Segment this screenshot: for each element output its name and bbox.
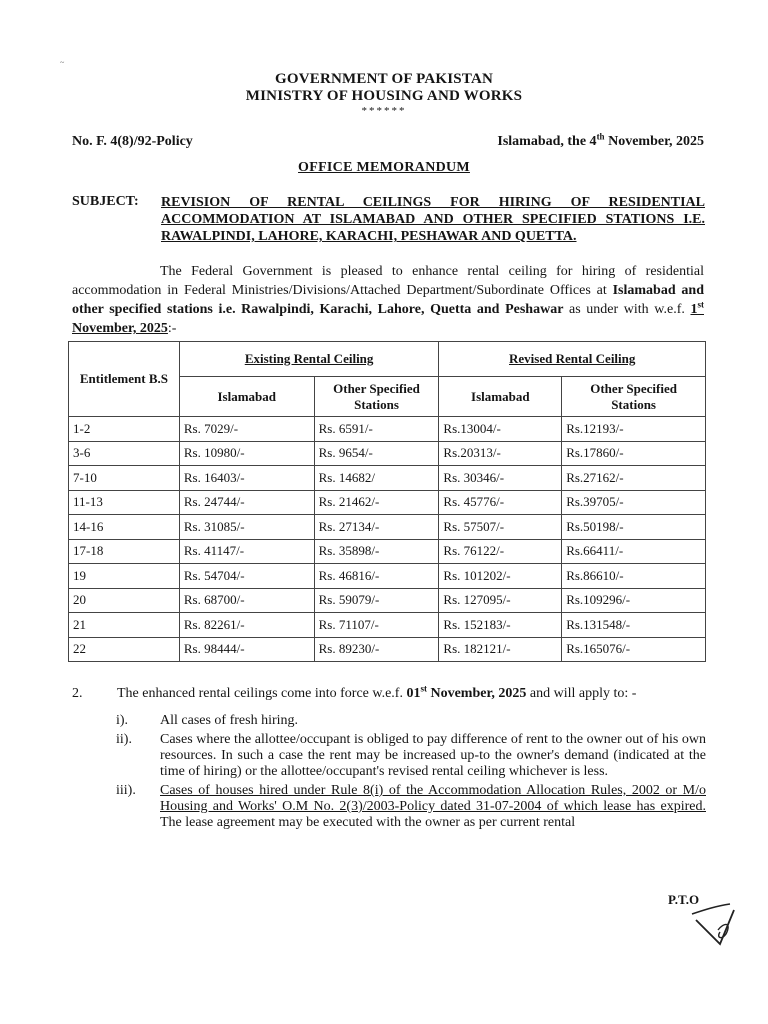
file-number: No. F. 4(8)/92-Policy xyxy=(72,134,193,149)
existing-islamabad-header: Islamabad xyxy=(179,377,314,417)
paragraph-1: The Federal Government is pleased to enhance rental ceiling for hiring of residential accommodation in Federal Ministries/Divisions/Attached Department/Subordinate Offices at Islamabad and other specified stations i.e. Rawalpindi, Karachi, Lahore, Quetta and Peshawar as under with w.e.f. 1st November, 2025:- xyxy=(72,264,705,336)
reference-row xyxy=(72,131,704,154)
stations-bold: Islamabad and other specified stations i.e. Rawalpindi, Karachi, Lahore, Quetta and Peshawar xyxy=(72,283,705,317)
pto-label: P.T.O xyxy=(668,892,700,907)
table-row: 14-16 Rs. 31085/- Rs. 27134/- Rs. 57507/- Rs.50198/- xyxy=(69,515,706,540)
table-row: 21 Rs. 82261/- Rs. 71107/- Rs. 152183/- Rs.131548/- xyxy=(69,613,706,638)
revised-islamabad-header: Islamabad xyxy=(439,377,562,417)
table-row: 3-6 Rs. 10980/- Rs. 9654/- Rs.20313/- Rs.17860/- xyxy=(69,441,706,466)
place-date: Islamabad, the 4th November, 2025 xyxy=(497,131,704,149)
rental-ceiling-table xyxy=(68,341,706,662)
list-item: i). All cases of fresh hiring. xyxy=(116,713,299,728)
initials-signature-icon xyxy=(690,900,738,948)
government-title: GOVERNMENT OF PAKISTAN xyxy=(274,71,494,87)
table-row: 17-18 Rs. 41147/- Rs. 35898/- Rs. 76122/- Rs.66411/- xyxy=(69,539,706,564)
revised-header: Revised Rental Ceiling xyxy=(439,342,706,377)
existing-other-header: Other Specified Stations xyxy=(314,377,439,417)
applicability-list xyxy=(116,713,706,834)
table-row: 11-13 Rs. 24744/- Rs. 21462/- Rs. 45776/- Rs.39705/- xyxy=(69,490,706,515)
table-row: 19 Rs. 54704/- Rs. 46816/- Rs. 101202/- Rs.86610/- xyxy=(69,564,706,589)
ministry-title: MINISTRY OF HOUSING AND WORKS xyxy=(245,88,523,104)
effective-date-2: 01st November, 2025 xyxy=(406,683,527,701)
memo-title: OFFICE MEMORANDUM xyxy=(298,160,470,175)
revised-other-header: Other Specified Stations xyxy=(562,377,706,417)
paragraph-number: 2. xyxy=(72,686,83,701)
scan-mark: ~ xyxy=(60,58,65,67)
table-row: 1-2 Rs. 7029/- Rs. 6591/- Rs.13004/- Rs.12193/- xyxy=(69,417,706,442)
effective-date: 1st November, 2025 xyxy=(72,299,704,336)
entitlement-header: Entitlement B.S xyxy=(69,342,180,417)
subject-label: SUBJECT: xyxy=(72,194,139,209)
table-row: 7-10 Rs. 16403/- Rs. 14682/ Rs. 30346/- Rs.27162/- xyxy=(69,466,706,491)
memorandum-page: ~ GOVERNMENT OF PAKISTAN MINISTRY OF HOUSING AND WORKS ****** No. F. 4(8)/92-Policy Islamabad, the 4th November, 2025 OFFICE MEMORANDUM SUBJECT: REVISION OF RENTAL CEILINGS FOR HIRING OF RESIDENTIAL ACCOMMODATION AT ISLAMABAD AND OTHER SPECIFIED STATIONS I.E. RAWALPINDI, LAHORE, KARACHI, PESHAWAR AND QUETTA. The Federal Government is pleased to enhance rental ceiling for hiring of residential accommodation in Federal Ministries/Divisions/Attached Department/Subordinate Offices at Islamabad and other specified stations i.e. Rawalpindi, Karachi, Lahore, Quetta and Peshawar as under with w.e.f. 1st November, 2025:- Entitlement B.S Existing Rental Ceiling Revised Rental Ceiling Islamabad Other Specified Stations Islamabad Other Specified Stations 1-2 Rs. 7029/- Rs. 6591/- Rs.13004/- Rs.12193/- 3-6 Rs. 10980/- Rs. 9654/- Rs.20313/- Rs.17860/- 7-10 Rs. 16403/- Rs. 14682/ Rs. 30346/- Rs.27162/- 11-13 Rs. 24744/- Rs. 21462/- Rs. 45776/- Rs.39705/- 14-16 Rs. 31085/- Rs. 27134/- Rs. 57507/- Rs.50198/- 17-18 Rs. 41147/- Rs. 35898/- Rs. 76122/- Rs.66411/- 19 Rs. 54704/- Rs. 46816/- Rs. 101202/- Rs.86610/- 20 Rs. 68700/- Rs. 59079/- Rs. 127095/- Rs.109296/- 21 Rs. 82261/- Rs. 71107/- Rs. 152183/- Rs.131548/- 22 Rs. 98444/- Rs. 89230/- Rs. 182121/- Rs.165076/- 2. The enhanced rental ceilings come into force w.e.f. 01st November, 2025 and will apply to: - i). All cases of fresh hiring. ii). Cases where the allottee/occupant is obliged to pay difference of rent to the owner out of his own resources. In such a case the rent may be increased up-to the owner's demand (indicated at the time of hiring) or the allottee/occupant's revised rental ceiling whichever is less. iii). Cases of houses hired under Rule 8(i) of the Accommodation Allocation Rules, 2002 or M/o Housing and Works' O.M No. 2(3)/2003-Policy dated 31-07-2004 of which lease has expired. The lease agreement may be executed with the owner as per current rental P.T.O xyxy=(0,0,768,1024)
table-row: 20 Rs. 68700/- Rs. 59079/- Rs. 127095/- Rs.109296/- xyxy=(69,588,706,613)
subject-text: REVISION OF RENTAL CEILINGS FOR HIRING OF RESIDENTIAL ACCOMMODATION AT ISLAMABAD AND OTHER SPECIFIED STATIONS I.E. RAWALPINDI, LAHORE, KARACHI, PESHAWAR AND QUETTA. xyxy=(161,195,705,244)
letterhead xyxy=(0,71,768,117)
header-stars: ****** xyxy=(361,105,407,117)
list-item: iii). Cases of houses hired under Rule 8(i) of the Accommodation Allocation Rules, 2002 or M/o Housing and Works' O.M No. 2(3)/2003-Policy dated 31-07-2004 of which lease has expired. The lease agreement may be executed with the owner as per current rental xyxy=(116,783,706,830)
list-item: ii). Cases where the allottee/occupant is obliged to pay difference of rent to the owner out of his own resources. In such a case the rent may be increased up-to the owner's demand (indicated at the time of hiring) or the allottee/occupant's revised rental ceiling whichever is less. xyxy=(116,732,706,779)
existing-header: Existing Rental Ceiling xyxy=(179,342,439,377)
table-row: 22 Rs. 98444/- Rs. 89230/- Rs. 182121/- Rs.165076/- xyxy=(69,637,706,662)
